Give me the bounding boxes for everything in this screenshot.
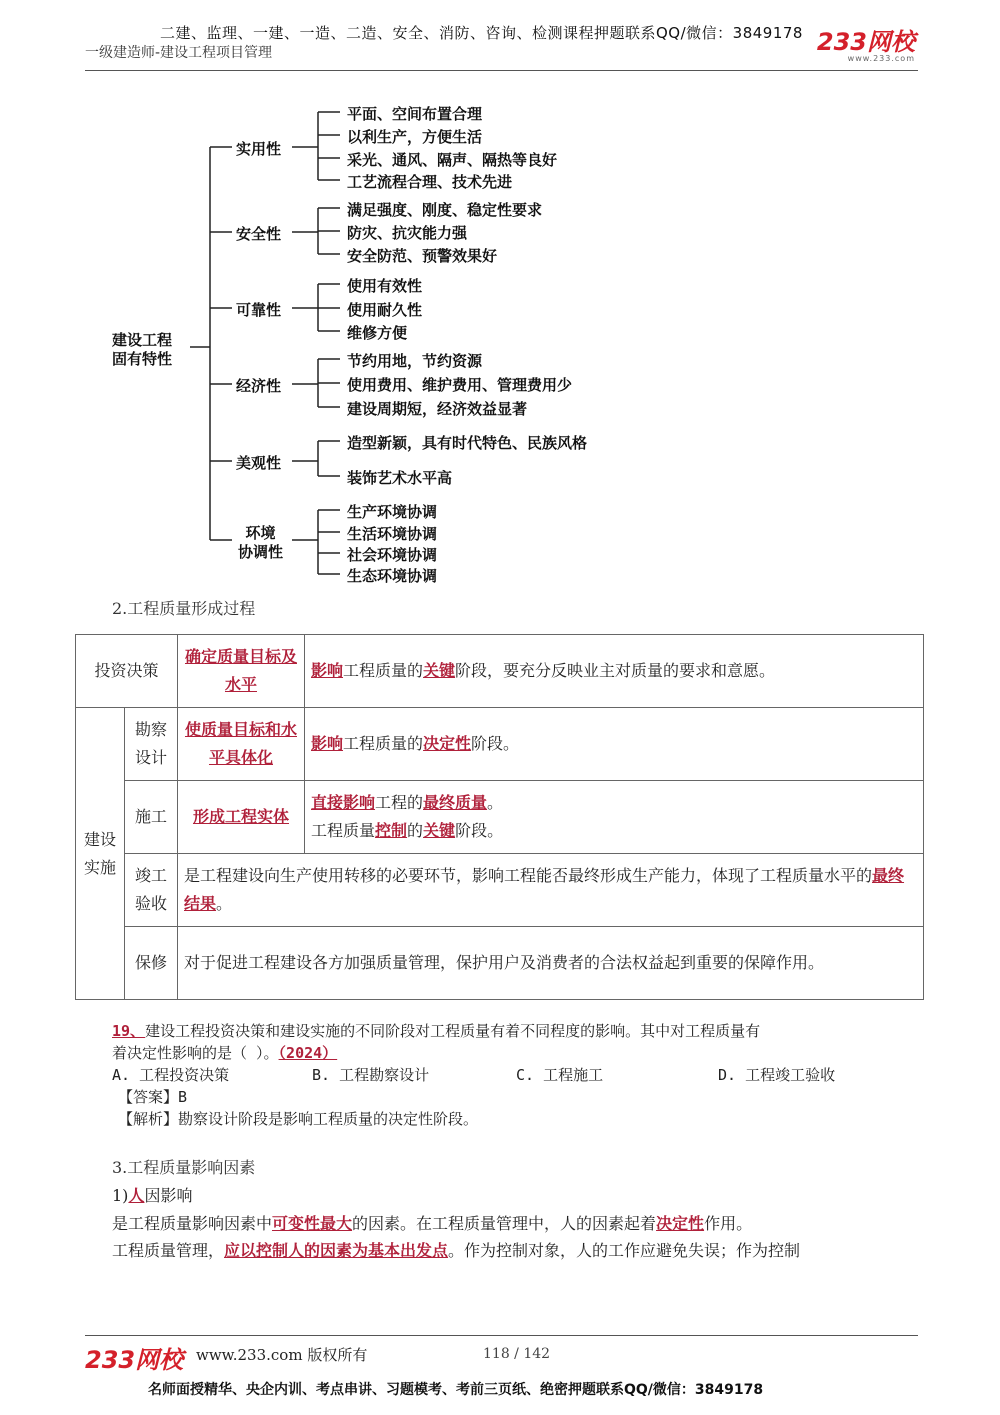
answer: 【答案】B [118,1088,188,1106]
tree-leaf: 满足强度、刚度、稳定性要求 [347,201,543,219]
page-number: 118 / 142 [483,1346,551,1362]
tree-leaf: 装饰艺术水平高 [347,469,453,487]
option-b[interactable]: B. 工程勘察设计 [312,1066,430,1084]
table-cell-desc: 影响工程质量的决定性阶段。 [305,708,924,781]
section-3-paragraph-1: 是工程质量影响因素中可变性最大的因素。在工程质量管理中，人的因素起着决定性作用。 [112,1214,753,1233]
logo-text: 233网校 [816,28,915,56]
table-row [76,708,924,781]
tree-branch-label: 实用性 [236,140,282,158]
tree-leaf: 社会环境协调 [347,546,438,564]
tree-root: 建设工程 固有特性 [112,331,173,368]
quality-process-table [75,634,924,1000]
question-number: 19、 [112,1022,146,1040]
tree-leaf: 采光、通风、隔声、隔热等良好 [347,151,558,169]
section-3-title: 3.工程质量影响因素 [112,1158,256,1177]
footer-logo[interactable]: 233网校 [85,1346,184,1374]
table-row [76,927,924,1000]
analysis: 【解析】勘察设计阶段是影响工程质量的决定性阶段。 [118,1110,479,1128]
table-cell-stage: 保修 [125,927,178,1000]
table-cell-desc: 是工程建设向生产使用转移的必要环节，影响工程能否最终形成生产能力，体现了工程质量水平的最终结果。 [178,854,924,927]
table-cell-group: 建设实施 [76,708,125,1000]
tree-leaf: 生活环境协调 [347,525,438,543]
tree-leaf: 以利生产，方便生活 [347,128,483,146]
tree-leaf: 平面、空间布置合理 [347,105,483,123]
tree-leaf: 使用费用、维护费用、管理费用少 [347,376,573,394]
table-cell-desc: 影响工程质量的关键阶段，要充分反映业主对质量的要求和意愿。 [305,635,924,708]
section-2-title: 2.工程质量形成过程 [112,599,256,618]
header-top-line: 二建、监理、一建、一造、二造、安全、消防、咨询、检测课程押题联系QQ/微信：3849178 [160,24,803,42]
table-cell-stage: 投资决策 [76,635,178,708]
tree-leaf: 工艺流程合理、技术先进 [347,173,513,191]
table-row [76,854,924,927]
logo-url: www.233.com [847,54,915,63]
tree-leaf: 使用耐久性 [347,301,423,319]
option-c[interactable]: C. 工程施工 [516,1066,604,1084]
section-3-paragraph-2: 工程质量管理，应以控制人的因素为基本出发点。作为控制对象，人的工作应避免失误；作为控制 [112,1241,801,1260]
tree-branch-label: 美观性 [236,454,282,472]
table-cell-key: 使质量目标和水平具体化 [178,708,305,781]
section-3-subtitle: 1)人因影响 [112,1186,193,1205]
table-cell-stage: 施工 [125,781,178,854]
footer-copyright: www.233.com 版权所有 [196,1346,368,1364]
table-cell-desc: 直接影响工程的最终质量。 工程质量控制的关键阶段。 [305,781,924,854]
question-year: （2024） [278,1044,338,1062]
tree-leaf: 生态环境协调 [347,567,438,585]
footer-divider [85,1335,918,1336]
table-cell-stage: 勘察设计 [125,708,178,781]
tree-connectors [0,0,1000,600]
table-cell-desc: 对于促进工程建设各方加强质量管理，保护用户及消费者的合法权益起到重要的保障作用。 [178,927,924,1000]
tree-leaf: 造型新颖，具有时代特色、民族风格 [347,434,588,452]
tree-leaf: 节约用地，节约资源 [347,352,483,370]
question-stem: 19、建设工程投资决策和建设实施的不同阶段对工程质量有着不同程度的影响。其中对工程质量有 [112,1022,761,1040]
table-row [76,781,924,854]
question-stem-line2: 着决定性影响的是（ ）。（2024） [112,1044,338,1062]
tree-leaf: 使用有效性 [347,277,423,295]
table-cell-key: 形成工程实体 [178,781,305,854]
option-a[interactable]: A. 工程投资决策 [112,1066,230,1084]
tree-branch-label: 经济性 [236,377,282,395]
option-d[interactable]: D. 工程竣工验收 [718,1066,836,1084]
footer-contact: 名师面授精华、央企内训、考点串讲、习题模考、考前三页纸、绝密押题联系QQ/微信：3849178 [148,1382,764,1398]
table-cell-stage: 竣工验收 [125,854,178,927]
tree-leaf: 安全防范、预警效果好 [347,247,498,265]
tree-leaf: 防灾、抗灾能力强 [347,224,468,242]
table-row [76,635,924,708]
tree-leaf: 建设周期短，经济效益显著 [347,400,528,418]
tree-branch-label: 环境 协调性 [238,524,284,561]
tree-branch-label: 安全性 [236,225,282,243]
tree-leaf: 维修方便 [347,324,408,342]
header-subtitle: 一级建造师-建设工程项目管理 [85,45,273,61]
table-cell-key: 确定质量目标及水平 [178,635,305,708]
tree-leaf: 生产环境协调 [347,503,438,521]
tree-branch-label: 可靠性 [236,301,282,319]
